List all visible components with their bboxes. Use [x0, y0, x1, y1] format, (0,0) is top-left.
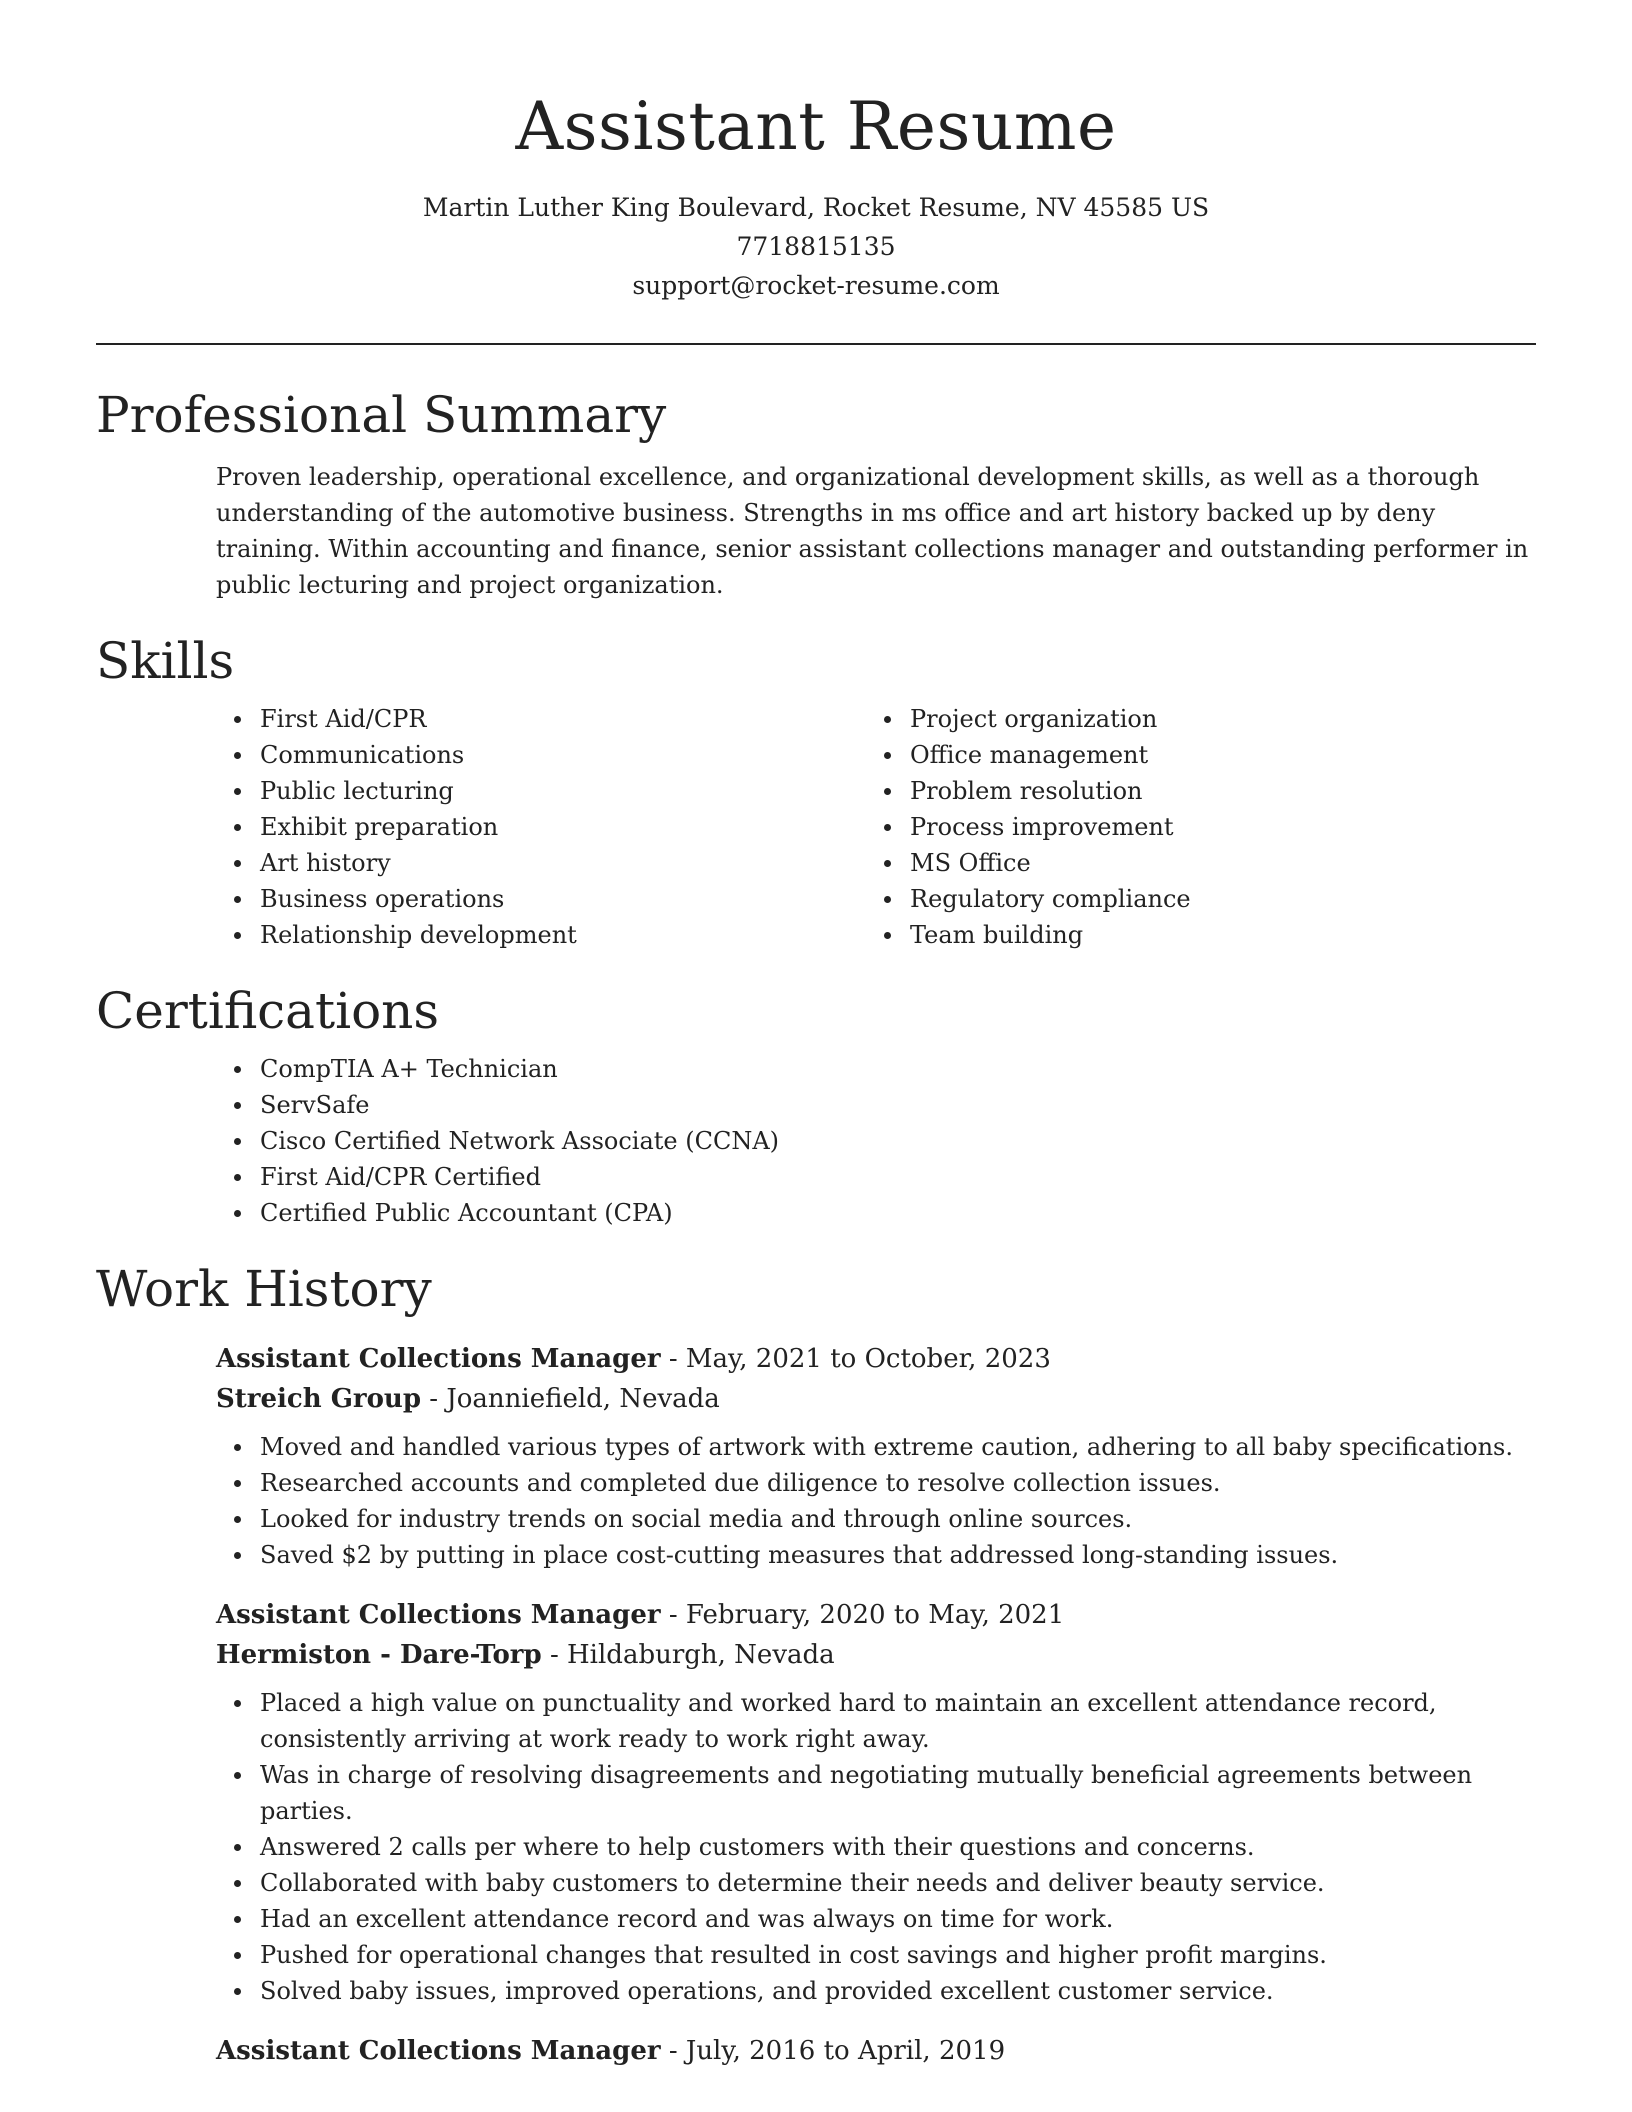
- job-bullet: Answered 2 calls per where to help customers with their questions and concerns.: [260, 1829, 1536, 1865]
- certifications-list: [260, 1051, 1536, 1231]
- skill-item: First Aid/CPR: [260, 701, 910, 737]
- job-company-line: [216, 1379, 1536, 1419]
- certification-item: Cisco Certified Network Associate (CCNA): [260, 1123, 1536, 1159]
- summary-text: Proven leadership, operational excellence, and organizational development skills, as well as a thorough understanding of the automotive business. Strengths in ms office and art history backed up by deny training. Within accounting and finance, senior assistant collections manager and outstanding performer in public lecturing and project organization.: [216, 463, 1529, 599]
- contact-email: support@rocket-resume.com: [632, 271, 1000, 300]
- skill-item: Public lecturing: [260, 773, 910, 809]
- skill-item: Communications: [260, 737, 910, 773]
- summary-heading: Professional Summary: [96, 386, 667, 444]
- skill-item: Business operations: [260, 881, 910, 917]
- job-entry: [216, 2031, 1536, 2071]
- job-title-line: [216, 2031, 1536, 2071]
- job-bullets: [260, 1429, 1536, 1573]
- skill-item: Project organization: [910, 701, 1510, 737]
- work-history-heading: Work History: [96, 1260, 432, 1318]
- job-dates: - February, 2020 to May, 2021: [660, 1600, 1065, 1630]
- job-entry: [216, 1339, 1536, 1573]
- job-title-line: [216, 1339, 1536, 1379]
- skill-item: Regulatory compliance: [910, 881, 1510, 917]
- job-company: Streich Group: [216, 1384, 422, 1414]
- skills-list-right: [910, 701, 1510, 953]
- contact-phone: 7718815135: [736, 232, 896, 261]
- skill-item: Process improvement: [910, 809, 1510, 845]
- job-company-line: [216, 1635, 1536, 1675]
- skill-item: Office management: [910, 737, 1510, 773]
- certifications-heading: Certifications: [96, 982, 440, 1040]
- job-title-line: [216, 1595, 1536, 1635]
- job-entry: [216, 1595, 1536, 2009]
- skill-item: Art history: [260, 845, 910, 881]
- job-dates: - May, 2021 to October, 2023: [660, 1344, 1051, 1374]
- job-bullet: Had an excellent attendance record and was always on time for work.: [260, 1901, 1536, 1937]
- resume-page: [96, 0, 1536, 2071]
- job-company: Hermiston - Dare-Torp: [216, 1640, 542, 1670]
- skill-item: Exhibit preparation: [260, 809, 910, 845]
- certification-item: First Aid/CPR Certified: [260, 1159, 1536, 1195]
- skill-item: Relationship development: [260, 917, 910, 953]
- job-dates: - July, 2016 to April, 2019: [660, 2036, 1006, 2066]
- skills-list-left: [260, 701, 910, 953]
- job-bullet: Placed a high value on punctuality and worked hard to maintain an excellent attendance record, consistently arriving at work ready to work right away.: [260, 1685, 1536, 1757]
- job-role: Assistant Collections Manager: [216, 1344, 661, 1374]
- job-bullet: Collaborated with baby customers to determine their needs and deliver beauty service.: [260, 1865, 1536, 1901]
- contact-address: Martin Luther King Boulevard, Rocket Resume, NV 45585 US: [422, 193, 1210, 222]
- resume-header: [96, 0, 1536, 305]
- certification-item: Certified Public Accountant (CPA): [260, 1195, 1536, 1231]
- job-bullet: Solved baby issues, improved operations, and provided excellent customer service.: [260, 1973, 1536, 2009]
- job-location: - Hildaburgh, Nevada: [541, 1640, 835, 1670]
- job-location: - Joanniefield, Nevada: [421, 1384, 720, 1414]
- job-bullet: Pushed for operational changes that resulted in cost savings and higher profit margins.: [260, 1937, 1536, 1973]
- job-bullet: Researched accounts and completed due diligence to resolve collection issues.: [260, 1465, 1536, 1501]
- skill-item: Team building: [910, 917, 1510, 953]
- skills-heading: Skills: [96, 632, 235, 690]
- job-bullet: Moved and handled various types of artwork with extreme caution, adhering to all baby specifications.: [260, 1429, 1536, 1465]
- job-role: Assistant Collections Manager: [216, 2036, 661, 2066]
- resume-name: Assistant Resume: [515, 88, 1117, 165]
- skill-item: MS Office: [910, 845, 1510, 881]
- job-bullet: Looked for industry trends on social media and through online sources.: [260, 1501, 1536, 1537]
- skill-item: Problem resolution: [910, 773, 1510, 809]
- job-role: Assistant Collections Manager: [216, 1600, 661, 1630]
- certification-item: CompTIA A+ Technician: [260, 1051, 1536, 1087]
- skills-columns: [96, 701, 1536, 953]
- job-bullet: Saved $2 by putting in place cost-cutting measures that addressed long-standing issues.: [260, 1537, 1536, 1573]
- job-bullets: [260, 1685, 1536, 2009]
- certification-item: ServSafe: [260, 1087, 1536, 1123]
- job-bullet: Was in charge of resolving disagreements and negotiating mutually beneficial agreements between parties.: [260, 1757, 1536, 1829]
- header-divider: [96, 343, 1536, 345]
